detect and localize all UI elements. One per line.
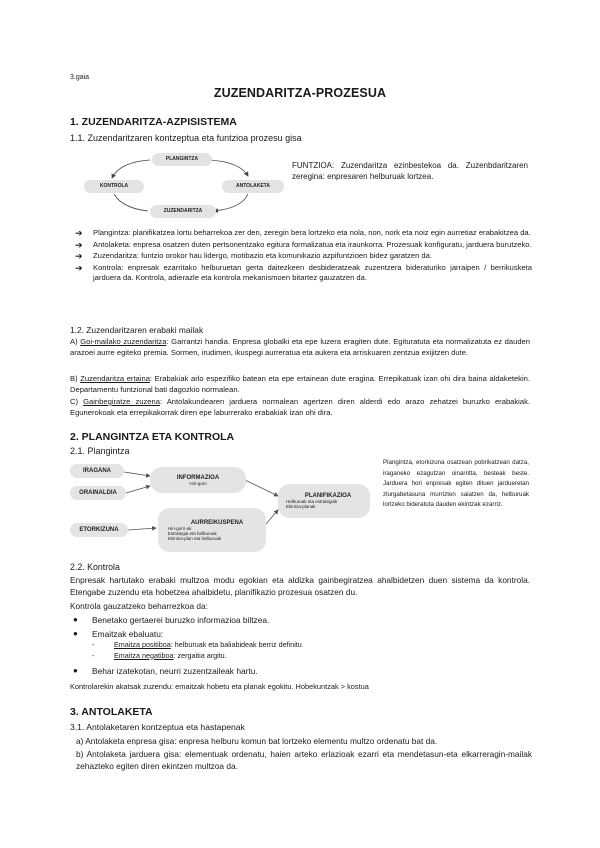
- requirement-item-2: ● Emaitzak ebaluatu:: [70, 628, 530, 640]
- planning-node-iragana: IRAGANA: [70, 464, 124, 478]
- arrow-bullet-icon: ➔: [75, 251, 83, 262]
- section-3-1-heading: 3.1. Antolaketaren kontzeptua eta hastapenak: [70, 722, 245, 732]
- section-1-2-heading: 1.2. Zuzendaritzaren erabaki mailak: [70, 325, 204, 335]
- section-2-2-heading: 2.2. Kontrola: [70, 562, 120, 572]
- planning-node-etorkizuna: ETORKIZUNA: [70, 523, 128, 537]
- antolaketa-item-b: b) Antolaketa jarduera gisa: elementuak ordenatu, haien arteko erlazioak ezarri eta mendetasun-eta elkarreragin-mailak zehazteko egiten diren ekintzen multzoa da.: [76, 749, 532, 771]
- planning-node-aurreikuspena: AURREIKUSPENA Hiri-gorri-ak Estrategia eta helburuak Ekintza-plan eta helburuak: [158, 508, 266, 552]
- decision-level-b: B) Zuzendaritza ertaina: Erabakiak arlo espezifiko batean eta epe ertainean dute eragina. Errepikatuak izan ohi dira baina aldaketekin. Departamentu funtzional bati dagozkio normalean.: [70, 374, 530, 394]
- section-1-bullet-list: [70, 228, 532, 285]
- requirement-item-3: ● Behar izatekotan, neurri zuzentzaileak hartu.: [70, 665, 530, 677]
- page-title: ZUZENDARITZA-PROZESUA: [213, 86, 387, 100]
- cycle-arrow-2: [210, 160, 248, 176]
- arrow-bullet-icon: ➔: [75, 239, 83, 250]
- kontrola-paragraph: Enpresak hartutako erabaki multzoa modu egokian eta aldizka gainbegiratzea ahalbidetzen duen sistema da kontrola. Etengabe zuzendu eta hobetzea ahalbidetu, planifikazio prozesua osatzen du.: [70, 575, 530, 597]
- cycle-arrow-3: [214, 194, 248, 211]
- section-1-1-heading: 1.1. Zuzendaritzaren kontzeptua eta funtzioa prozesu gisa: [70, 133, 302, 143]
- antolaketa-item-a: a) Antolaketa enpresa gisa: enpresa helburu komun bat lortzeko elementu multzo ordenatu bat da.: [76, 736, 438, 746]
- section-2-heading: 2. PLANGINTZA ETA KONTROLA: [70, 431, 235, 443]
- cycle-node-plangintza: PLANGINTZA: [152, 153, 212, 166]
- dot-bullet-icon: ●: [73, 666, 78, 675]
- cycle-node-kontrola: KONTROLA: [84, 180, 144, 193]
- kontrola-requirements-list: [70, 614, 530, 677]
- decision-level-c: C) Gainbegiratze zuzena: Antolakundearen jarduera normalean agertzen diren alderdi edo arazo zehatzei buruzko erabakiak. Egunerokoak eta errepikakorrak diren epe laburrerako erabakiak izan ohi dira.: [70, 397, 530, 417]
- bullet-kontrola: ➔ Kontrola: enpresak ezarritako helburuetan gerta daitezkeen desbideratzeak zuzentzera bideraturiko jarraipen / berrikusketa jarduera da. Kontrola, adierazle eta kontrola mekanismoen bitartez gauzatzen da.: [70, 263, 532, 284]
- planning-node-orainaldia: ORAINALDIA: [70, 486, 126, 500]
- planning-node-planifikazioa: PLANIFIKAZIOA Helburuak eta estrategiak Ekintza-planak: [278, 484, 370, 518]
- result-negative: - Emaitza negatiboa: zergaitia argitu.: [92, 650, 227, 660]
- kontrola-summary: Kontrolarekin akatsak zuzendu: emaitzak hobetu eta planak egokitu. Hobekuntzak > kostua: [70, 682, 369, 691]
- cycle-arrow-4: [114, 194, 148, 211]
- cycle-node-zuzendaritza: ZUZENDARITZA: [150, 205, 216, 218]
- result-positive: - Emaitza positiboa: helburuak eta baliabideak berriz definitu: [92, 640, 302, 649]
- plangintza-paragraph: Plangintza, etorkizuna osatzean pobrikatzean datza, iraganeko ezagutzan oinarritta, besteak beste. Jarduera hori enpresak egiten dituen jardueretan zlurgabetasuna murrizten saiatzen da, helburuak lortzeko bideratuta dauden ekintzak ezarriz.: [383, 459, 529, 508]
- section-2-1-heading: 2.1. Plangintza: [70, 446, 130, 456]
- dot-bullet-icon: ●: [73, 615, 78, 624]
- arrow-bullet-icon: ➔: [75, 262, 83, 273]
- requirement-item-1: ● Benetako gertaerei buruzko informazioa biltzea.: [70, 614, 530, 626]
- decision-level-a: A) Goi-mailako zuzendaritza: Garrantzi handia. Enpresa globalki eta epe luzera eragiten dute. Egituratuta eta normalizatuta ez dauden arazoei aurre egiteko premia. Sormen, irudimen, ikuspegi aurreratua eta aukera eta arriskuaren zentzua exijitzen dute.: [70, 337, 530, 357]
- section-1-heading: 1. ZUZENDARITZA-AZPISISTEMA: [70, 116, 237, 128]
- bullet-plangintza: ➔ Plangintza: planifikatzea lortu beharrekoa zer den, zeregin bera lortzeko eta nola, non, nork eta noiz egin aurretiaz erabakitzea da.: [70, 228, 532, 239]
- dot-bullet-icon: ●: [73, 629, 78, 638]
- arrow-bullet-icon: ➔: [75, 228, 83, 238]
- cycle-arrow-1: [112, 160, 150, 178]
- kontrola-requirements-intro: Kontrola gauzatzeko beharrezkoa da:: [70, 601, 208, 611]
- funtzioa-paragraph: FUNTZIOA: Zuzendaritza ezinbestekoa da. Zuzenbdaritzaren zeregina: enpresaren helburuak lortzea.: [292, 161, 528, 181]
- cycle-node-antolaketa: ANTOLAKETA: [222, 180, 284, 193]
- bullet-antolaketa: ➔ Antolaketa: enpresa osatzen duten pertsonentzako egitura formalizatua eta iraunkorra. Prozesuak konfiguratu, jarduera burutzeko.: [70, 240, 532, 251]
- dash-bullet-icon: -: [92, 640, 95, 649]
- unit-label: 3.gaia: [70, 74, 90, 81]
- dash-bullet-icon: -: [92, 650, 95, 660]
- planning-node-informazioa: INFORMAZIOA Hiri-gorri: [150, 467, 246, 493]
- section-3-heading: 3. ANTOLAKETA: [70, 706, 153, 718]
- bullet-zuzendaritza: ➔ Zuzendaritza: funtzio orokor hau lidergo, motibazio eta komunikazio azpifuntzioen bidez garatzen da.: [70, 251, 532, 262]
